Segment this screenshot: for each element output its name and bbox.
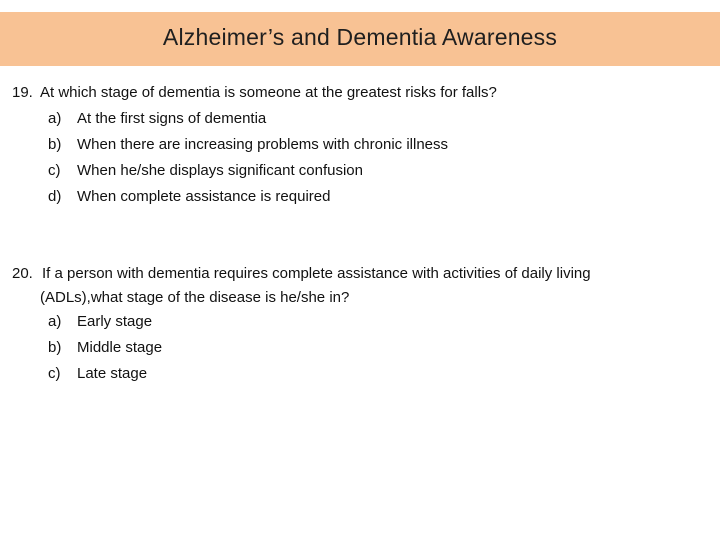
option-letter: a) [48, 313, 62, 330]
option-letter: c) [48, 365, 61, 382]
option-text: Late stage [77, 365, 148, 382]
question-number: 20. [12, 265, 33, 282]
title-banner [0, 12, 720, 66]
option-letter: b) [48, 339, 62, 356]
option-letter: a) [48, 110, 62, 127]
option-text: Middle stage [77, 339, 163, 356]
option-text: Early stage [77, 313, 153, 330]
question-text: At which stage of dementia is someone at the greatest risks for falls? [40, 84, 497, 101]
option-text: At the first signs of dementia [77, 110, 267, 127]
question-number: 19. [12, 84, 33, 101]
option-text: When complete assistance is required [77, 188, 331, 205]
option-text: When there are increasing problems with chronic illness [77, 136, 449, 153]
option-letter: c) [48, 162, 61, 179]
question-text-continued: (ADLs),what stage of the disease is he/she in? [40, 289, 350, 306]
question-text: If a person with dementia requires complete assistance with activities of daily living [42, 265, 591, 282]
option-letter: b) [48, 136, 62, 153]
option-text: When he/she displays significant confusion [77, 162, 363, 179]
option-letter: d) [48, 188, 62, 205]
page-title: Alzheimer’s and Dementia Awareness [162, 24, 558, 50]
